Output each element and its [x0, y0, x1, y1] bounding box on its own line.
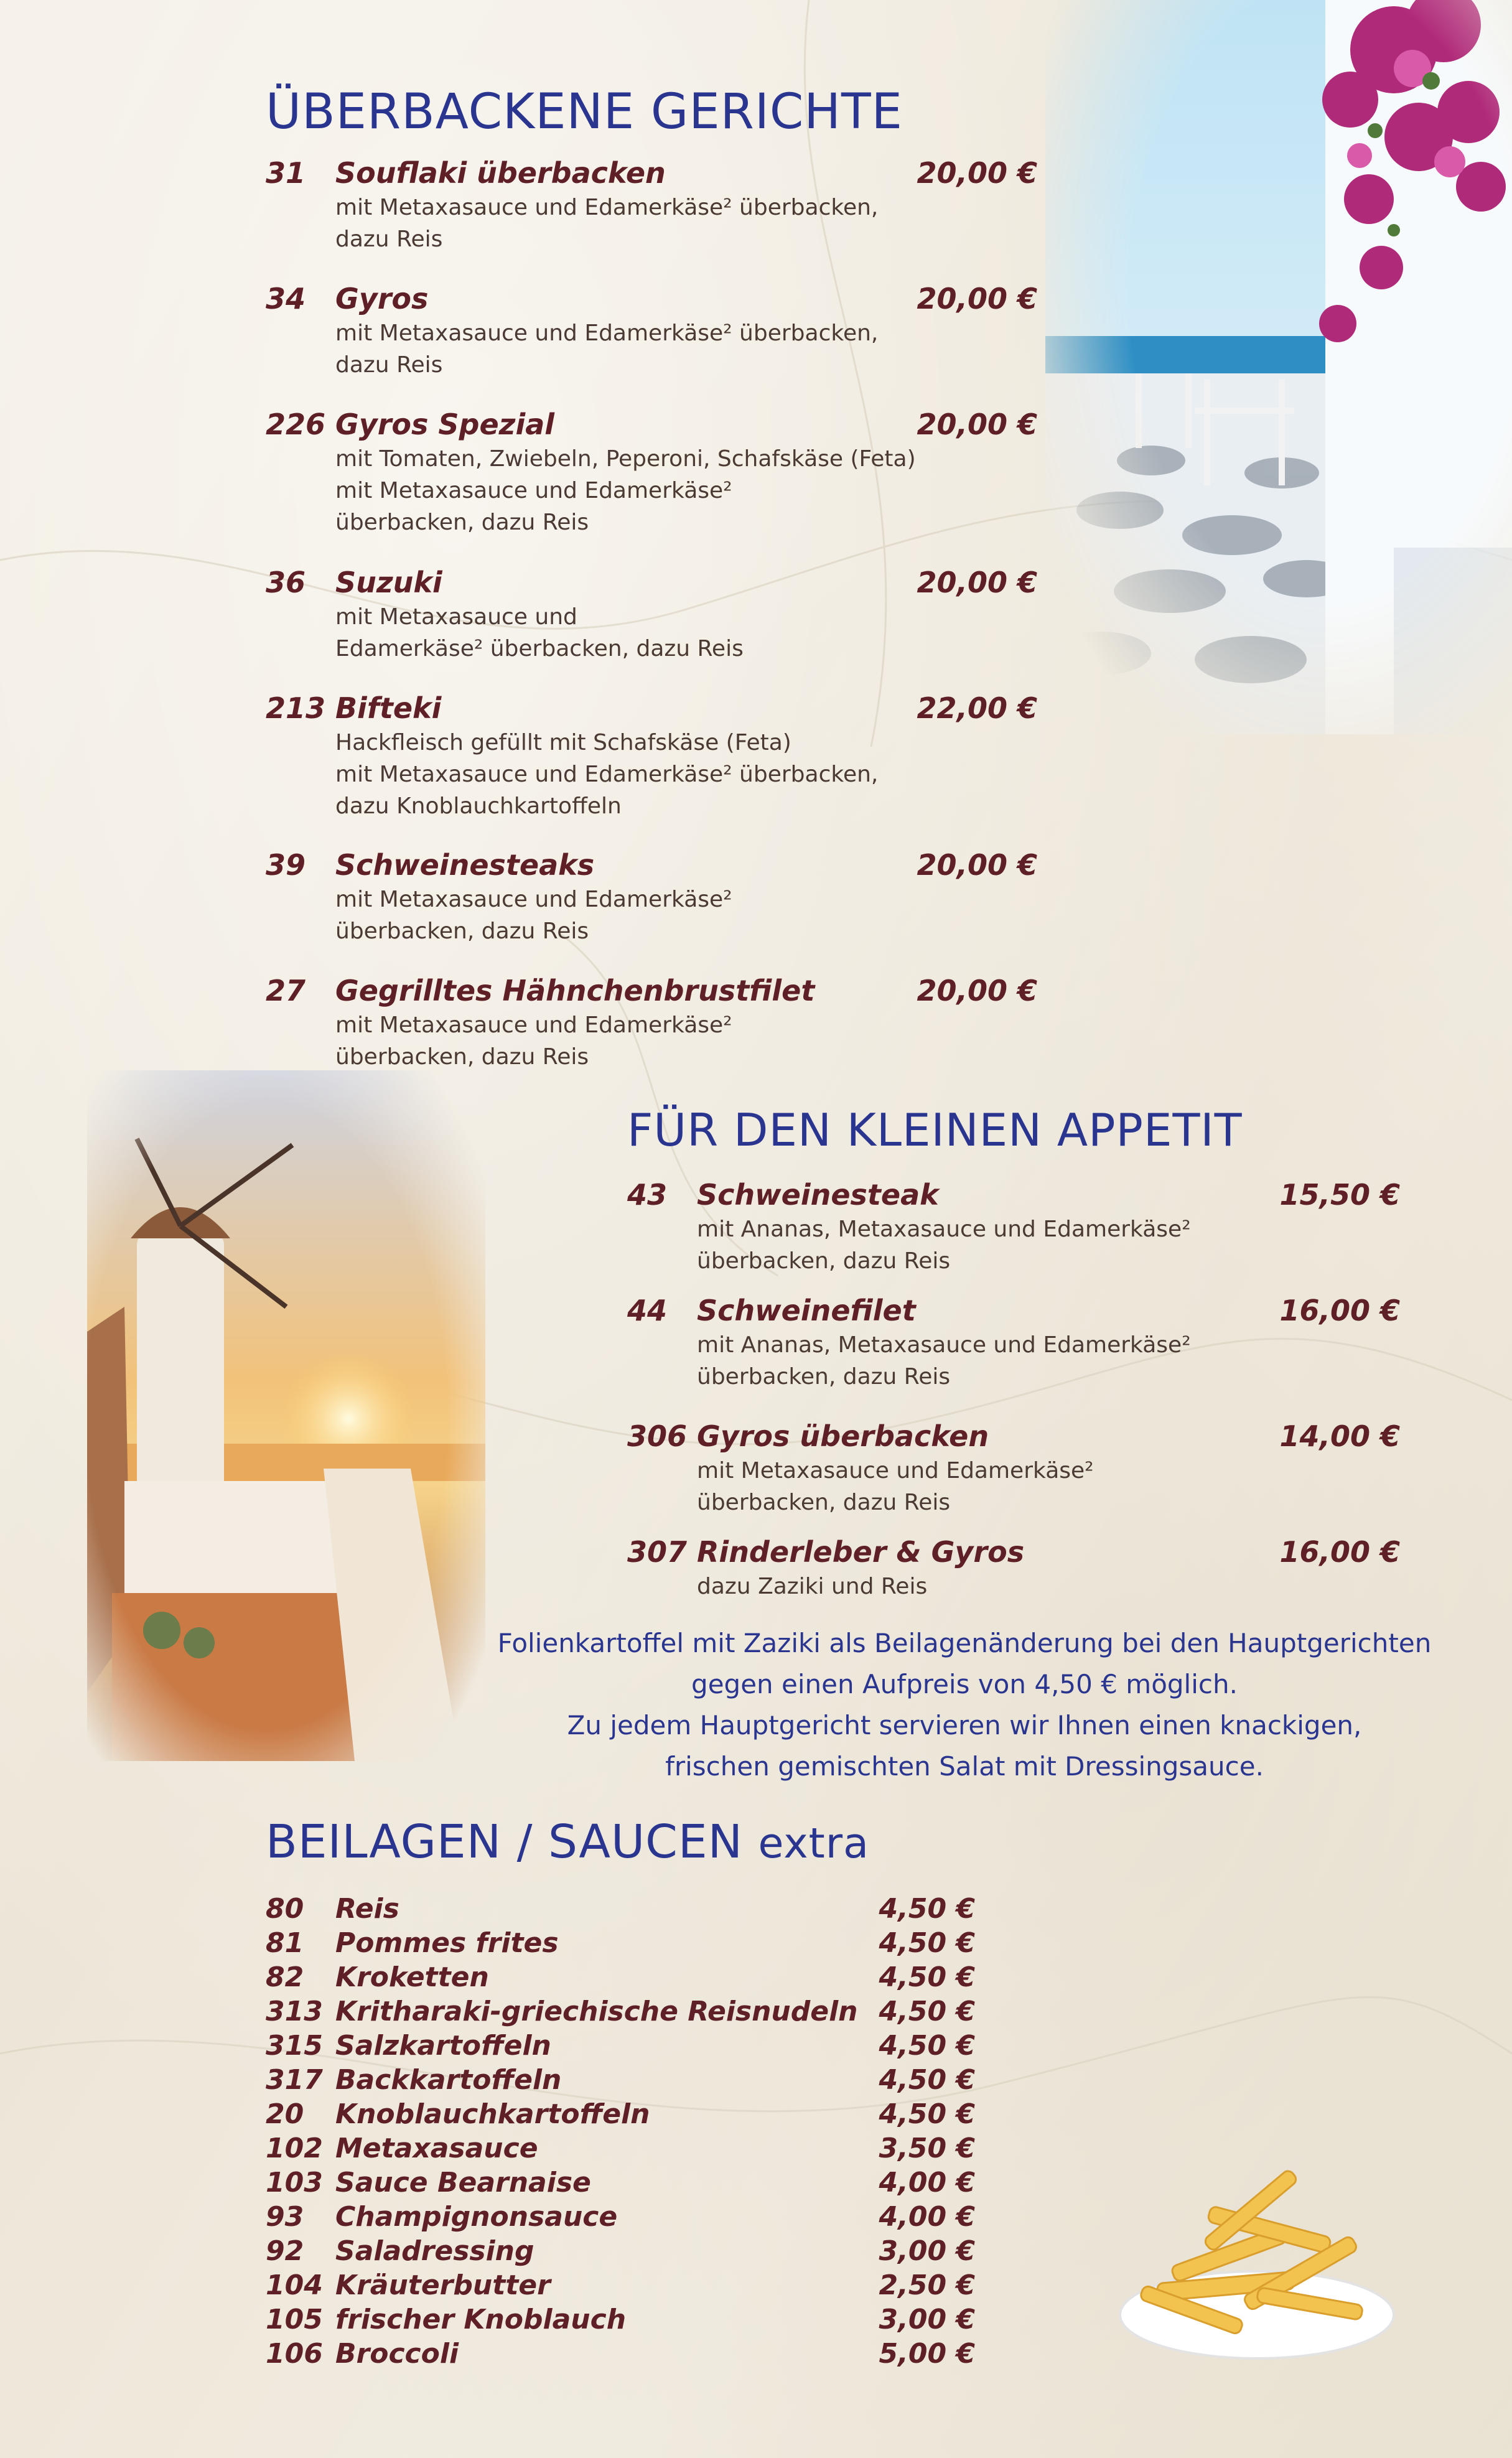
item-description-line: mit Ananas, Metaxasauce und Edamerkäse²	[697, 1332, 1191, 1358]
extras-row	[266, 2131, 975, 2166]
item-description-line: überbacken, dazu Reis	[697, 1248, 951, 1274]
note-line: frischen gemischten Salat mit Dressingsauce.	[665, 1751, 1264, 1782]
item-description-line: mit Tomaten, Zwiebeln, Peperoni, Schafskäse (Feta)	[335, 446, 916, 472]
item-description-line: Edamerkäse² überbacken, dazu Reis	[335, 636, 744, 661]
item-name: Bifteki	[335, 691, 442, 725]
side-dish-note	[485, 1623, 1444, 1787]
item-name: Souflaki überbacken	[335, 156, 666, 190]
windmill-sunset-photo	[87, 1070, 485, 1761]
item-number: 80	[266, 1893, 304, 1925]
item-price: 20,00 €	[917, 408, 1037, 441]
extras-row	[266, 2302, 975, 2337]
item-price: 4,50 €	[879, 1927, 975, 1959]
menu-item	[266, 154, 1037, 255]
section-title-main: ÜBERBACKENE GERICHTE	[266, 84, 903, 140]
item-price: 2,50 €	[879, 2269, 975, 2301]
item-number: 102	[266, 2133, 323, 2164]
item-name: Champignonsauce	[335, 2201, 618, 2233]
item-description-line: mit Metaxasauce und Edamerkäse²	[335, 887, 732, 912]
extras-title-text: BEILAGEN / SAUCEN	[266, 1815, 743, 1869]
item-name: Gyros Spezial	[335, 408, 555, 441]
item-number: 317	[266, 2064, 323, 2096]
item-name: Kräuterbutter	[335, 2269, 551, 2301]
item-name: Rinderleber & Gyros	[697, 1535, 1025, 1569]
item-description-line: überbacken, dazu Reis	[697, 1490, 951, 1515]
item-number: 82	[266, 1961, 304, 1993]
item-name: Broccoli	[335, 2338, 459, 2370]
extras-row	[266, 2029, 975, 2063]
item-number: 315	[266, 2030, 323, 2062]
item-price: 4,50 €	[879, 1996, 975, 2027]
menu-item	[266, 280, 1037, 381]
item-number: 81	[266, 1927, 304, 1959]
extras-row	[266, 1892, 975, 1926]
note-line: Folienkartoffel mit Zaziki als Beilagenänderung bei den Hauptgerichten	[497, 1628, 1432, 1658]
item-name: frischer Knoblauch	[335, 2304, 627, 2335]
item-price: 16,00 €	[1279, 1535, 1400, 1569]
item-price: 15,50 €	[1279, 1178, 1400, 1212]
item-price: 4,00 €	[879, 2167, 975, 2199]
item-name: Suzuki	[335, 566, 442, 599]
item-name: Reis	[335, 1893, 399, 1925]
section-title-extras	[266, 1811, 869, 1874]
item-number: 105	[266, 2304, 323, 2335]
note-line: Zu jedem Hauptgericht servieren wir Ihnen einen knackigen,	[567, 1710, 1362, 1741]
item-description-line: mit Ananas, Metaxasauce und Edamerkäse²	[697, 1217, 1191, 1242]
item-price: 3,50 €	[879, 2133, 975, 2164]
menu-item	[266, 406, 1037, 538]
item-description-line: mit Metaxasauce und Edamerkäse²	[335, 478, 732, 503]
extras-row	[266, 1926, 975, 1960]
menu-item	[627, 1176, 1400, 1277]
item-description-line: mit Metaxasauce und Edamerkäse²	[335, 1012, 732, 1038]
item-number: 226	[266, 408, 326, 441]
menu-item	[627, 1533, 1400, 1602]
item-description-line: überbacken, dazu Reis	[335, 510, 589, 535]
item-price: 4,50 €	[879, 1961, 975, 1993]
section-title-small: FÜR DEN KLEINEN APPETIT	[627, 1104, 1243, 1156]
item-name: Pommes frites	[335, 1927, 559, 1959]
extras-row	[266, 2200, 975, 2234]
item-number: 93	[266, 2201, 304, 2233]
item-name: Sauce Bearnaise	[335, 2167, 591, 2199]
item-price: 4,50 €	[879, 1893, 975, 1925]
item-price: 3,00 €	[879, 2304, 975, 2335]
item-name: Schweinesteaks	[335, 848, 595, 882]
item-name: Kritharaki-griechische Reisnudeln	[335, 1996, 858, 2027]
item-name: Metaxasauce	[335, 2133, 538, 2164]
item-name: Gyros überbacken	[697, 1419, 989, 1453]
item-description-line: mit Metaxasauce und	[335, 604, 577, 630]
item-description-line: dazu Knoblauchkartoffeln	[335, 793, 622, 819]
menu-item	[266, 972, 1037, 1073]
item-number: 106	[266, 2338, 323, 2370]
extras-row	[266, 2063, 975, 2097]
item-description-line: mit Metaxasauce und Edamerkäse² überbacken,	[335, 195, 879, 220]
item-number: 313	[266, 1996, 323, 2027]
item-number: 20	[266, 2098, 304, 2130]
greek-alley-photo	[1045, 0, 1512, 734]
extras-row	[266, 2337, 975, 2371]
item-price: 20,00 €	[917, 848, 1037, 882]
item-number: 34	[266, 282, 306, 315]
item-name: Schweinesteak	[697, 1178, 939, 1212]
item-description-line: mit Metaxasauce und Edamerkäse² überbacken,	[335, 762, 879, 787]
extras-row	[266, 1960, 975, 1994]
extras-row	[266, 2166, 975, 2200]
item-number: 31	[266, 156, 306, 190]
item-name: Gegrilltes Hähnchenbrustfilet	[335, 974, 815, 1007]
extras-row	[266, 2234, 975, 2268]
item-number: 306	[627, 1419, 688, 1453]
item-price: 4,00 €	[879, 2201, 975, 2233]
item-price: 20,00 €	[917, 566, 1037, 599]
item-number: 103	[266, 2167, 323, 2199]
item-price: 14,00 €	[1279, 1419, 1400, 1453]
item-description-line: überbacken, dazu Reis	[335, 918, 589, 944]
item-name: Kroketten	[335, 1961, 489, 1993]
item-name: Salzkartoffeln	[335, 2030, 551, 2062]
item-price: 16,00 €	[1279, 1294, 1400, 1327]
extras-row	[266, 2268, 975, 2302]
menu-item	[627, 1292, 1400, 1393]
item-description-line: mit Metaxasauce und Edamerkäse² überbacken,	[335, 320, 879, 346]
item-price: 4,50 €	[879, 2064, 975, 2096]
item-number: 39	[266, 848, 306, 882]
item-description-line: überbacken, dazu Reis	[335, 1044, 589, 1070]
item-number: 307	[627, 1535, 688, 1569]
french-fries-photo	[1101, 2147, 1412, 2371]
menu-item	[266, 846, 1037, 947]
item-description-line: dazu Zaziki und Reis	[697, 1574, 928, 1599]
item-price: 22,00 €	[917, 691, 1037, 725]
item-name: Gyros	[335, 282, 429, 315]
item-price: 20,00 €	[917, 156, 1037, 190]
item-price: 20,00 €	[917, 974, 1037, 1007]
item-price: 4,50 €	[879, 2030, 975, 2062]
item-description-line: dazu Reis	[335, 352, 443, 378]
item-number: 104	[266, 2269, 323, 2301]
item-name: Saladressing	[335, 2235, 534, 2267]
item-name: Knoblauchkartoffeln	[335, 2098, 650, 2130]
extras-title-suffix: extra	[758, 1819, 869, 1867]
item-description-line: mit Metaxasauce und Edamerkäse²	[697, 1458, 1094, 1484]
item-price: 5,00 €	[879, 2338, 975, 2370]
item-price: 20,00 €	[917, 282, 1037, 315]
extras-row	[266, 1994, 975, 2029]
menu-item	[266, 689, 1037, 822]
extras-list	[266, 1892, 975, 2371]
item-description-line: überbacken, dazu Reis	[697, 1364, 951, 1390]
extras-row	[266, 2097, 975, 2131]
item-description-line: Hackfleisch gefüllt mit Schafskäse (Feta)	[335, 730, 791, 755]
item-name: Schweinefilet	[697, 1294, 916, 1327]
note-line: gegen einen Aufpreis von 4,50 € möglich.	[691, 1669, 1238, 1699]
menu-item	[627, 1418, 1400, 1518]
item-number: 43	[627, 1178, 668, 1212]
item-number: 36	[266, 566, 306, 599]
item-number: 92	[266, 2235, 304, 2267]
item-description-line: dazu Reis	[335, 227, 443, 252]
item-number: 44	[627, 1294, 668, 1327]
item-number: 213	[266, 691, 326, 725]
item-number: 27	[266, 974, 306, 1007]
item-price: 3,00 €	[879, 2235, 975, 2267]
menu-item	[266, 564, 1037, 665]
item-name: Backkartoffeln	[335, 2064, 562, 2096]
item-price: 4,50 €	[879, 2098, 975, 2130]
